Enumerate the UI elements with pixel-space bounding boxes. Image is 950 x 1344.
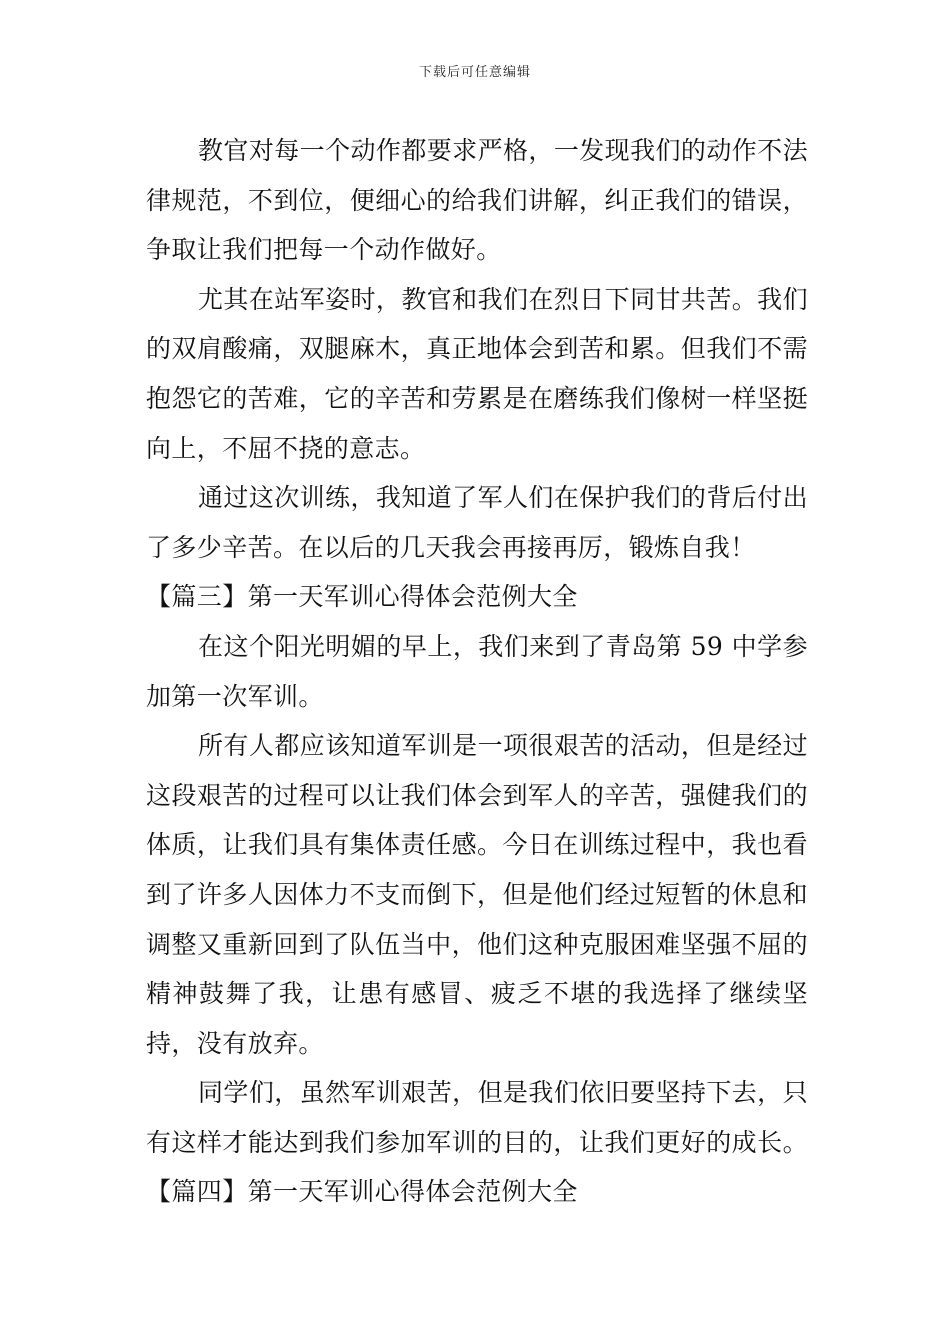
page-header-note: 下载后可任意编辑 bbox=[418, 65, 531, 80]
document-body bbox=[146, 126, 808, 1217]
section-heading-part-three: 【篇三】第一天军训心得体会范例大全 bbox=[146, 582, 578, 612]
paragraph-standing-posture: 尤其在站军姿时，教官和我们在烈日下同甘共苦。我们的双肩酸痛，双腿麻木，真正地体会到苦和累。但我们不需抱怨它的苦难，它的辛苦和劳累是在磨练我们像树一样坚挺向上，不屈不挠的意志。 bbox=[146, 284, 808, 463]
paragraph-hardship-activity: 所有人都应该知道军训是一项很艰苦的活动，但是经过这段艰苦的过程可以让我们体会到军人的辛苦，强健我们的体质，让我们具有集体责任感。今日在训练过程中，我也看到了许多人因体力不支而倒下，但是他们经过短暂的休息和调整又重新回到了队伍当中，他们这种克服困难坚强不屈的精神鼓舞了我，让患有感冒、疲乏不堪的我选择了继续坚持，没有放弃。 bbox=[146, 731, 808, 1058]
paragraph-sunny-morning: 在这个阳光明媚的早上，我们来到了青岛第 59 中学参加第一次军训。 bbox=[146, 631, 808, 711]
paragraph-instructor-strict: 教官对每一个动作都要求严格，一发现我们的动作不法律规范，不到位，便细心的给我们讲解，纠正我们的错误，争取让我们把每一个动作做好。 bbox=[146, 136, 808, 265]
paragraph-training-reflection: 通过这次训练，我知道了军人们在保护我们的背后付出了多少辛苦。在以后的几天我会再接再厉，锻炼自我！ bbox=[146, 483, 808, 562]
paragraph-classmates-persist: 同学们，虽然军训艰苦，但是我们依旧要坚持下去，只有这样才能达到我们参加军训的目的，让我们更好的成长。【篇四】第一天军训心得体会范例大全 bbox=[146, 1078, 808, 1207]
